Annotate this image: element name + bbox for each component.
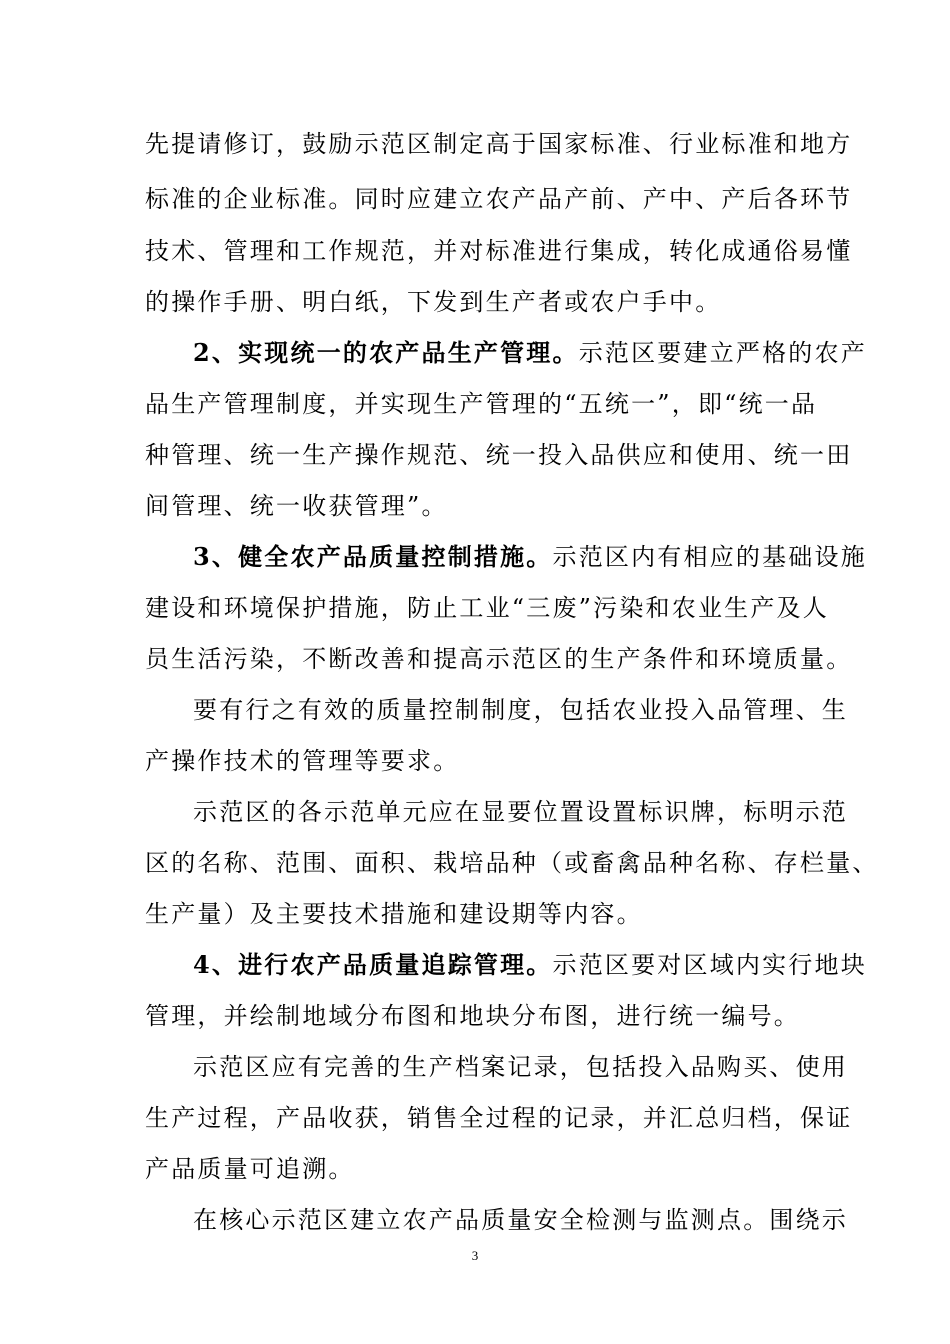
text-line: 要有行之有效的质量控制制度，包括农业投入品管理、生 [193,696,848,724]
page-number: 3 [471,1248,479,1263]
text-line: 管理，并绘制地域分布图和地块分布图，进行统一编号。 [145,1002,800,1030]
text-line: 示范区的各示范单元应在显要位置设置标识牌，标明示范 [193,798,848,826]
section-heading-line: 3、健全农产品质量控制措施。示范区内有相应的基础设施 [193,542,867,571]
text-line: 技术、管理和工作规范，并对标准进行集成，转化成通俗易懂 [145,237,853,265]
text-line: 示范区应有完善的生产档案记录，包括投入品购买、使用 [193,1053,848,1081]
text-line: 在核心示范区建立农产品质量安全检测与监测点。围绕示 [193,1206,848,1234]
text-line: 区的名称、范围、面积、栽培品种（或畜禽品种名称、存栏量、 [145,849,879,877]
section-heading: 3、健全农产品质量控制措施。 [193,542,553,571]
section-heading: 4、进行农产品质量追踪管理。 [193,950,553,979]
section-heading: 2、实现统一的农产品生产管理。 [193,338,579,367]
text-line: 品生产管理制度，并实现生产管理的“五统一”，即“统一品 [145,390,818,418]
section-heading-line: 4、进行农产品质量追踪管理。示范区要对区域内实行地块 [193,950,867,979]
text-line: 生产过程，产品收获，销售全过程的记录，并汇总归档，保证 [145,1104,853,1132]
text-line: 种管理、统一生产操作规范、统一投入品供应和使用、统一田 [145,441,853,469]
text-line: 标准的企业标准。同时应建立农产品产前、产中、产后各环节 [145,185,853,213]
text-line: 员生活污染，不断改善和提高示范区的生产条件和环境质量。 [145,645,853,673]
text-line: 产品质量可追溯。 [145,1155,355,1183]
text-line: 产操作技术的管理等要求。 [145,747,460,775]
text-line: 建设和环境保护措施，防止工业“三废”污染和农业生产及人 [145,594,829,622]
text-line: 的操作手册、明白纸，下发到生产者或农户手中。 [145,288,722,316]
text-line: 生产量）及主要技术措施和建设期等内容。 [145,900,643,928]
section-heading-line: 2、实现统一的农产品生产管理。示范区要建立严格的农产 [193,338,867,367]
text-line: 间管理、统一收获管理”。 [145,492,448,520]
text-line: 先提请修订，鼓励示范区制定高于国家标准、行业标准和地方 [145,130,853,158]
